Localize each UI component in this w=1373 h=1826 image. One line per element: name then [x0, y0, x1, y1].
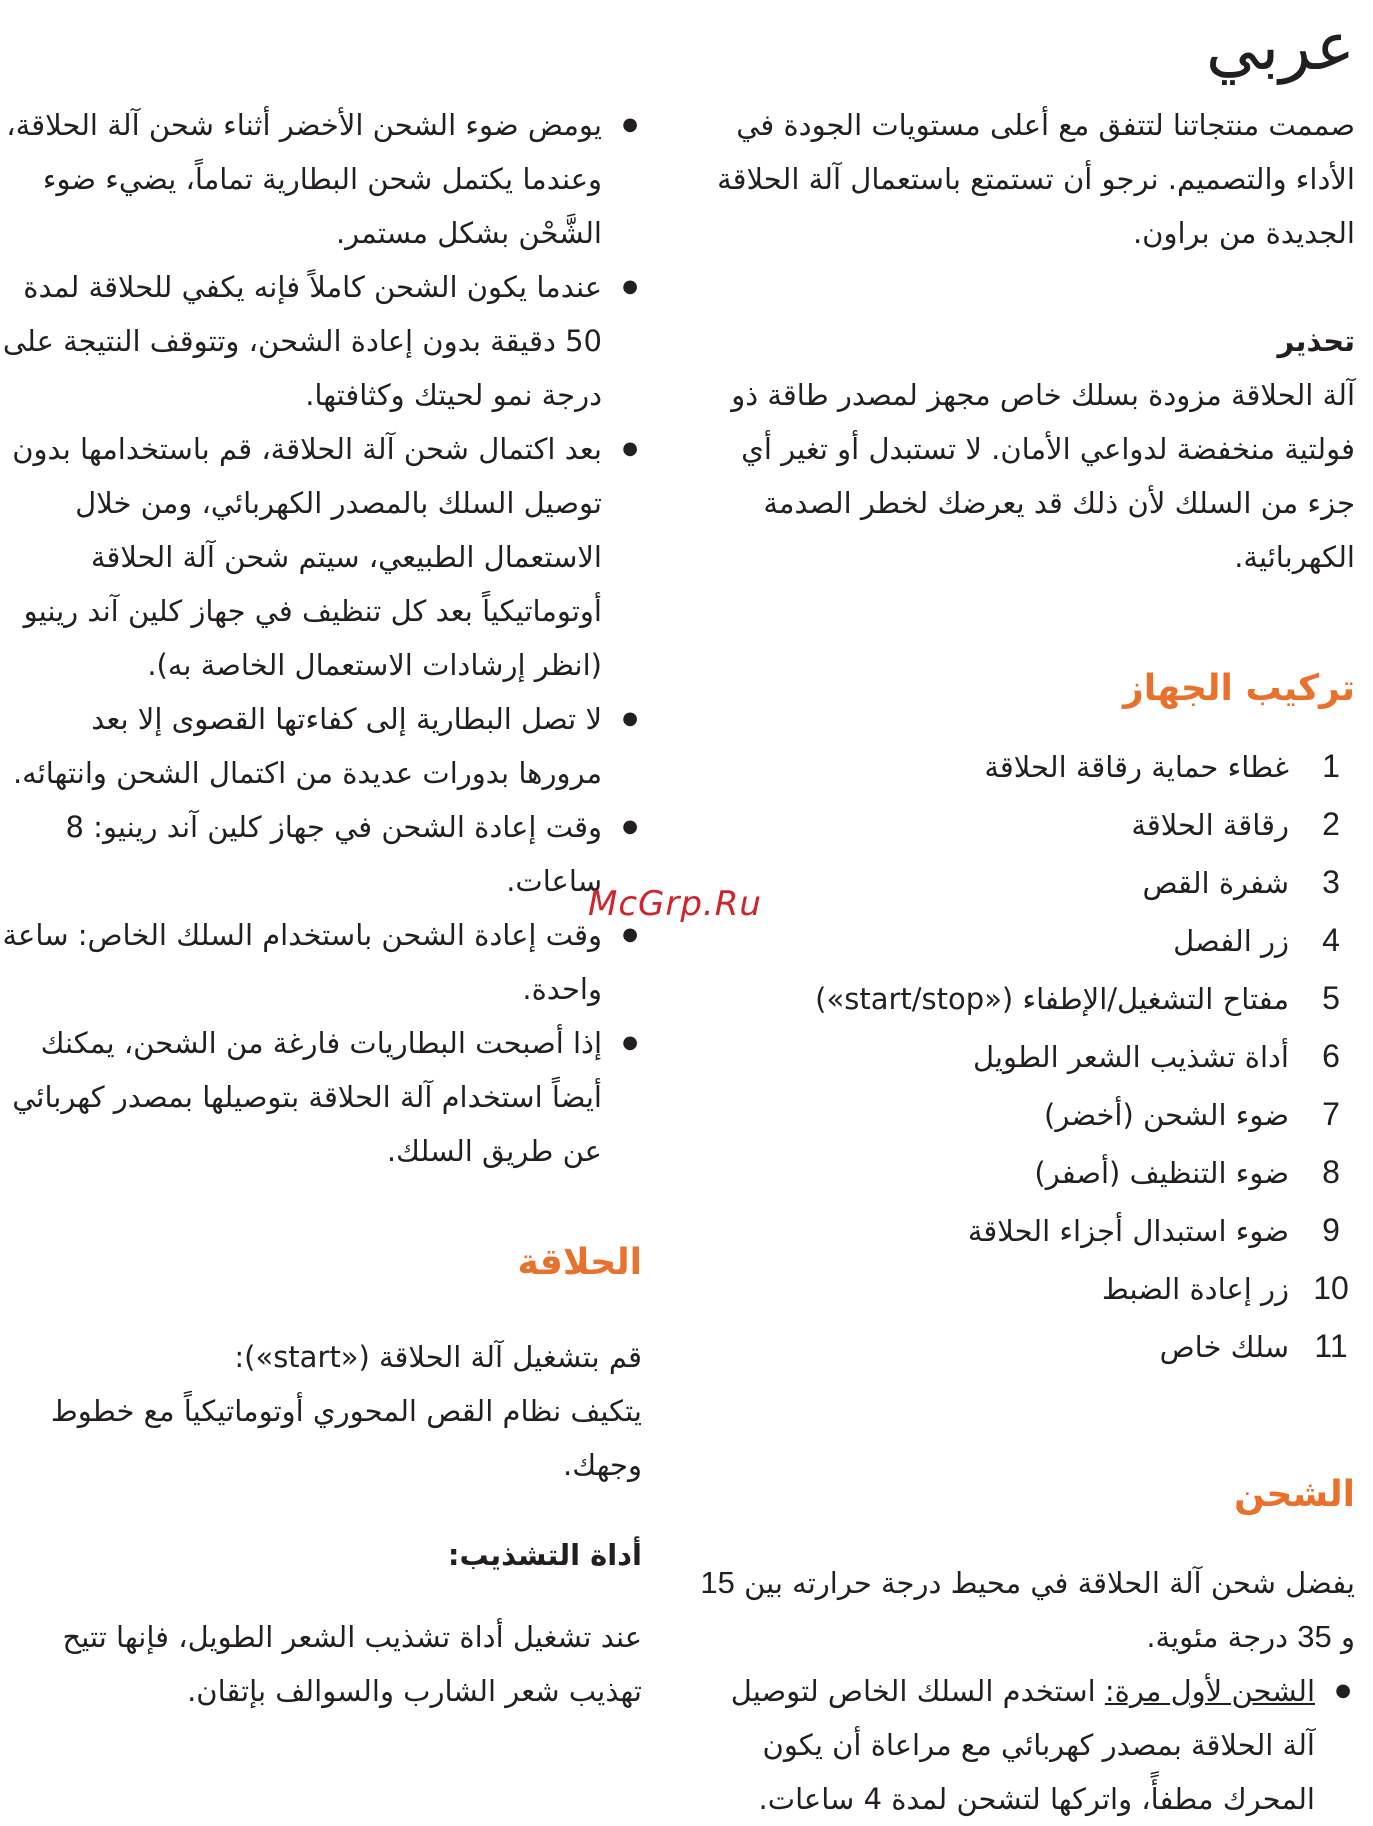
bullet-text: إذا أصبحت البطاريات فارغة من الشحن، يمكنك أيضاً استخدام آلة الحلاقة بتوصيلها بمصدر كهربائي عن طريق السلك. — [12, 1026, 602, 1168]
part-label: زر إعادة الضبط — [1101, 1272, 1289, 1306]
shaving-start-text: قم بتشغيل آلة الحلاقة («start»): — [234, 1340, 642, 1374]
bullet-text: يومض ضوء الشحن الأخضر أثناء شحن آلة الحلاقة، وعندما يكتمل شحن البطارية تماماً، يضيء ضوء الشَّحْن بشكل مستمر. — [6, 108, 602, 250]
part-label: مفتاح التشغيل/الإطفاء («start/stop») — [815, 982, 1289, 1016]
spacer — [700, 1376, 1355, 1468]
temp-and: و — [1340, 1620, 1355, 1654]
watermark: McGrp.Ru — [588, 884, 762, 924]
charging-notes-list — [2, 98, 642, 1178]
bullet-text: عندما يكون الشحن كاملاً فإنه يكفي للحلاقة لمدة 50 دقيقة بدون إعادة الشحن، وتتوقف النتيجة على درجة نمو لحيتك وكثافتها. — [2, 270, 602, 412]
list-item — [2, 908, 642, 1016]
temp-from: 15 — [700, 1565, 735, 1600]
first-charge-label: الشحن لأول مرة: — [1104, 1674, 1315, 1708]
list-item — [2, 98, 642, 260]
bullet-icon: ● — [622, 708, 638, 729]
part-number: 10 — [1313, 1270, 1349, 1306]
bullet-text: بعد اكتمال شحن آلة الحلاقة، قم باستخدامها بدون توصيل السلك بالمصدر الكهربائي، ومن خلال الاستعمال الطبيعي، سيتم شحن آلة الحلاقة أوتوماتيكياً بعد كل تنظيف في جهاز كلين آند رينيو (انظر إرشادات الاستعمال الخاصة به). — [12, 432, 602, 682]
spacer — [2, 1290, 642, 1330]
part-label: زر الفصل — [1173, 924, 1289, 958]
temp-unit: درجة مئوية. — [1146, 1620, 1289, 1654]
charging-intro-text: يفضل شحن آلة الحلاقة في محيط درجة حرارته بين — [744, 1566, 1355, 1600]
part-number: 5 — [1322, 980, 1340, 1016]
device-assembly-heading: تركيب الجهاز — [1123, 668, 1355, 709]
part-label: ضوء استبدال أجزاء الحلاقة — [967, 1214, 1289, 1248]
list-item — [2, 692, 642, 800]
temp-to: 35 — [1297, 1619, 1332, 1654]
part-label: سلك خاص — [1159, 1330, 1289, 1364]
charging-intro — [700, 1556, 1355, 1664]
part-label: شفرة القص — [1142, 866, 1289, 900]
list-item — [700, 1664, 1355, 1826]
part-number: 6 — [1322, 1038, 1340, 1074]
bullet-text: لا تصل البطارية إلى كفاءتها القصوى إلا بعد مرورها بدورات عديدة من اكتمال الشحن وانتهائه. — [12, 702, 602, 790]
shaving-adapt-text: يتكيف نظام القص المحوري أوتوماتيكياً مع خطوط وجهك. — [50, 1394, 642, 1482]
spacer — [700, 584, 1355, 662]
list-item — [700, 1260, 1355, 1318]
spacer — [700, 1522, 1355, 1556]
part-label: غطاء حماية رقاقة الحلاقة — [984, 750, 1289, 784]
bullet-icon: ● — [622, 1032, 638, 1053]
warning-heading: تحذير — [1277, 324, 1355, 358]
trimmer-text: عند تشغيل أداة تشذيب الشعر الطويل، فإنها تتيح تهذيب شعر الشارب والسوالف بإتقان. — [62, 1620, 642, 1708]
spacer — [2, 1582, 642, 1610]
bullet-icon: ● — [622, 114, 638, 135]
list-item — [2, 1016, 642, 1178]
part-number: 7 — [1322, 1096, 1340, 1132]
part-number: 1 — [1322, 748, 1340, 784]
parts-list — [700, 738, 1355, 1376]
list-item — [700, 1086, 1355, 1144]
shaving-heading: الحلاقة — [517, 1242, 642, 1283]
list-item — [700, 1202, 1355, 1260]
part-label: رقاقة الحلاقة — [1131, 808, 1289, 842]
list-item — [700, 1144, 1355, 1202]
list-item — [700, 854, 1355, 912]
part-number: 3 — [1322, 864, 1340, 900]
list-item — [700, 912, 1355, 970]
part-number: 4 — [1322, 922, 1340, 958]
bullet-icon: ● — [622, 816, 638, 837]
list-item — [2, 260, 642, 422]
trimmer-heading: أداة التشذيب: — [447, 1538, 642, 1572]
part-label: ضوء التنظيف (أصفر) — [1034, 1156, 1289, 1190]
bullet-text: وقت إعادة الشحن باستخدام السلك الخاص: ساعة واحدة. — [2, 918, 602, 1006]
bullet-icon: ● — [1335, 1680, 1351, 1701]
list-item — [2, 800, 642, 908]
spacer — [700, 716, 1355, 738]
list-item — [700, 796, 1355, 854]
bullet-icon: ● — [622, 276, 638, 297]
part-number: 2 — [1322, 806, 1340, 842]
warning-text: آلة الحلاقة مزودة بسلك خاص مجهز لمصدر طاقة ذو فولتية منخفضة لدواعي الأمان. لا تستبدل أو تغير أي جزء من السلك لأن ذلك قد يعرضك لخطر الصدمة الكهربائية. — [731, 378, 1355, 574]
spacer — [700, 260, 1355, 314]
first-charge-text: استخدم السلك الخاص لتوصيل آلة الحلاقة بمصدر كهربائي مع مراعاة أن يكون المحرك مطفأً، واتركها لتشحن لمدة 4 ساعات. — [730, 1674, 1315, 1816]
part-number: 9 — [1322, 1212, 1340, 1248]
part-number: 8 — [1322, 1154, 1340, 1190]
right-column — [700, 98, 1355, 1826]
list-item — [700, 1318, 1355, 1376]
page-title: عربي — [1205, 8, 1355, 85]
spacer — [2, 1492, 642, 1528]
left-column — [2, 98, 642, 1718]
first-charge-list — [700, 1664, 1355, 1826]
part-number: 11 — [1314, 1328, 1348, 1364]
list-item — [700, 738, 1355, 796]
part-label: ضوء الشحن (أخضر) — [1044, 1098, 1289, 1132]
charging-heading: الشحن — [1234, 1474, 1355, 1515]
spacer — [2, 1178, 642, 1236]
bullet-icon: ● — [622, 438, 638, 459]
bullet-text: وقت إعادة الشحن في جهاز كلين آند رينيو: 8 ساعات. — [65, 810, 602, 898]
bullet-icon: ● — [622, 924, 638, 945]
list-item — [700, 1028, 1355, 1086]
part-label: أداة تشذيب الشعر الطويل — [972, 1040, 1289, 1074]
intro-paragraph: صممت منتجاتنا لتتفق مع أعلى مستويات الجودة في الأداء والتصميم. نرجو أن تستمتع باستعمال آلة الحلاقة الجديدة من براون. — [717, 108, 1355, 250]
list-item — [700, 970, 1355, 1028]
list-item — [2, 422, 642, 692]
